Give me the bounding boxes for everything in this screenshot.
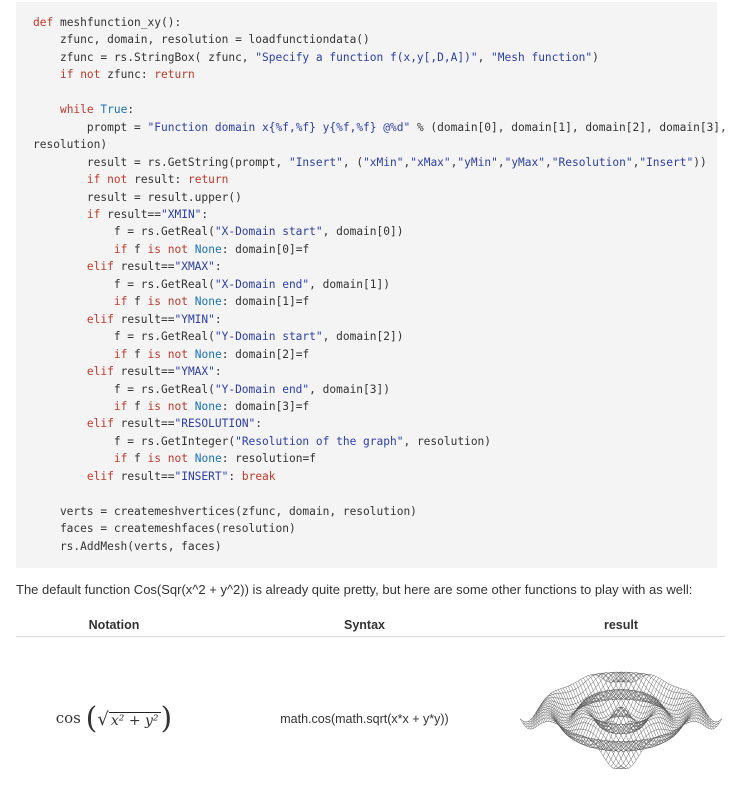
- notation-cell: [16, 637, 212, 801]
- header-notation: Notation: [16, 614, 212, 637]
- code-line: rs.AddMesh(verts, faces): [33, 540, 222, 553]
- code-line: if f is not None: domain[3]=f: [33, 400, 309, 413]
- mesh-grid: [520, 672, 722, 769]
- code-line: elif result=="RESOLUTION":: [33, 417, 262, 430]
- code-listing: [33, 14, 717, 555]
- code-line: result = rs.GetString(prompt, "Insert", ("xMin","xMax","yMin","yMax","Resolution","Insert")): [33, 156, 707, 169]
- code-line: f = rs.GetInteger("Resolution of the graph", resolution): [33, 435, 491, 448]
- code-line: elif result=="YMAX":: [33, 365, 222, 378]
- mesh-surface-image: [517, 654, 725, 784]
- code-line: while True:: [33, 103, 134, 116]
- function-table: [16, 614, 725, 801]
- code-line: if f is not None: resolution=f: [33, 452, 316, 465]
- code-line: elif result=="INSERT": break: [33, 470, 276, 483]
- code-line: f = rs.GetReal("X-Domain start", domain[0]): [33, 225, 403, 238]
- description-text: The default function Cos(Sqr(x^2 + y^2)) is already quite pretty, but here are some other functions to play with as well:: [16, 582, 692, 597]
- header-syntax: Syntax: [212, 614, 517, 637]
- code-line: f = rs.GetReal("Y-Domain end", domain[3]): [33, 383, 390, 396]
- code-line: faces = createmeshfaces(resolution): [33, 522, 296, 535]
- mesh-line: [616, 673, 717, 727]
- code-line: zfunc, domain, resolution = loadfunctiondata(): [33, 33, 370, 46]
- table-row: [16, 637, 725, 801]
- mesh-line: [525, 673, 626, 727]
- math-formula: cos (√ x² + y²): [56, 704, 173, 734]
- mesh-line: [525, 715, 626, 769]
- code-line: result = result.upper(): [33, 191, 242, 204]
- code-line: if result=="XMIN":: [33, 208, 208, 221]
- code-line: verts = createmeshvertices(zfunc, domain, resolution): [33, 505, 417, 518]
- code-line: resolution): [33, 138, 107, 151]
- code-line: elif result=="YMIN":: [33, 313, 222, 326]
- code-line: f = rs.GetReal("Y-Domain start", domain[2]): [33, 330, 403, 343]
- code-line: if f is not None: domain[2]=f: [33, 348, 309, 361]
- code-line: zfunc = rs.StringBox( zfunc, "Specify a function f(x,y[,D,A])", "Mesh function"): [33, 51, 599, 64]
- code-line: if f is not None: domain[1]=f: [33, 295, 309, 308]
- math-function: cos: [56, 709, 81, 727]
- mesh-line: [616, 715, 717, 769]
- code-line: elif result=="XMAX":: [33, 260, 222, 273]
- header-result: result: [517, 614, 725, 637]
- table-header-row: [16, 614, 725, 637]
- code-line: prompt = "Function domain x{%f,%f} y{%f,%f} @%d" % (domain[0], domain[1], domain[2], domain[3],: [33, 121, 727, 134]
- result-cell: [517, 637, 725, 801]
- code-line: f = rs.GetReal("X-Domain end", domain[1]): [33, 278, 390, 291]
- code-line: if not result: return: [33, 173, 228, 186]
- code-line: if f is not None: domain[0]=f: [33, 243, 309, 256]
- code-line: def meshfunction_xy():: [33, 16, 181, 29]
- code-block: [16, 2, 717, 568]
- syntax-cell: math.cos(math.sqrt(x*x + y*y)): [212, 637, 517, 801]
- math-radicand: x² + y²: [109, 712, 161, 729]
- code-line: if not zfunc: return: [33, 68, 195, 81]
